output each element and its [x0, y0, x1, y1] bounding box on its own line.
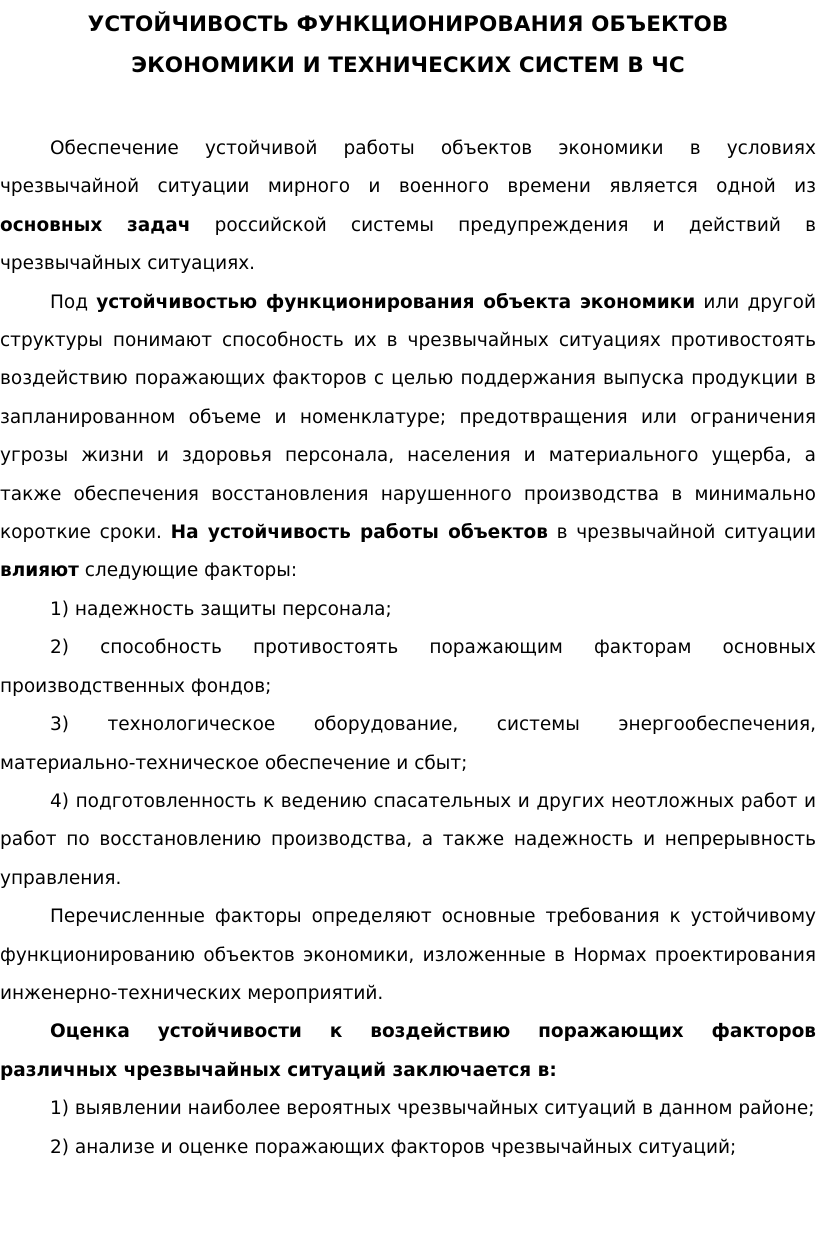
paragraph-assessment-heading: Оценка устойчивости к воздействию поражающих факторов различных чрезвычайных ситуаций заключается в: [0, 1021, 816, 1081]
definition-text-d: следующие факторы: [78, 560, 298, 582]
paragraph-requirements: Перечисленные факторы определяют основные требования к устойчивому функционированию объектов экономики, изложенные в Нормах проектирования инженерно-технических мероприятий. [0, 906, 816, 1004]
factor-item-4: 4) подготовленность к ведению спасательных и других неотложных работ и работ по восстановлению производства, а также надежность и непрерывность управления. [0, 790, 816, 889]
intro-bold-main-tasks: основных задач [0, 214, 191, 236]
assessment-item-2: 2) анализе и оценке поражающих факторов чрезвычайных ситуаций; [50, 1136, 737, 1158]
definition-bold-term: устойчивостью функционирования объекта экономики [96, 291, 696, 313]
document-body [0, 86, 816, 1167]
factor-item-1: 1) надежность защиты персонала; [50, 598, 392, 620]
title-line-2: ЭКОНОМИКИ И ТЕХНИЧЕСКИХ СИСТЕМ В ЧС [131, 53, 685, 78]
title-line-1: УСТОЙЧИВОСТЬ ФУНКЦИОНИРОВАНИЯ ОБЪЕКТОВ [87, 12, 729, 37]
intro-text-b: российской системы предупреждения и действий в чрезвычайных ситуациях. [0, 214, 816, 275]
intro-text-a: Обеспечение устойчивой работы объектов экономики в условиях чрезвычайной ситуации мирного и военного времени является одной из [0, 138, 816, 198]
paragraph-intro [0, 130, 816, 284]
definition-text-c: в чрезвычайной ситуации [547, 522, 816, 544]
definition-text-b: или другой структуры понимают способность их в чрезвычайных ситуациях противостоять воздействию поражающих факторов с целью поддержания выпуска продукции в запланированном объеме и номенклатуре; предотвращения или ограничения угрозы жизни и здоровья персонала, населения и материального ущерба, а также обеспечения восстановления нарушенного производства в минимально короткие сроки. [0, 291, 816, 544]
factor-item-2: 2) способность противостоять поражающим факторам основных производственных фондов; [0, 637, 816, 697]
definition-text-a: Под [50, 291, 97, 313]
assessment-item-1: 1) выявлении наиболее вероятных чрезвычайных ситуаций в данном районе; [50, 1098, 815, 1120]
factor-item-3: 3) технологическое оборудование, системы энергообеспечения, материально-техническое обеспечение и сбыт; [0, 714, 816, 774]
document-title [0, 0, 816, 86]
paragraph-definition [0, 284, 816, 591]
definition-bold-stability: На устойчивость работы объектов [170, 522, 548, 544]
definition-bold-influence: влияют [0, 560, 79, 582]
